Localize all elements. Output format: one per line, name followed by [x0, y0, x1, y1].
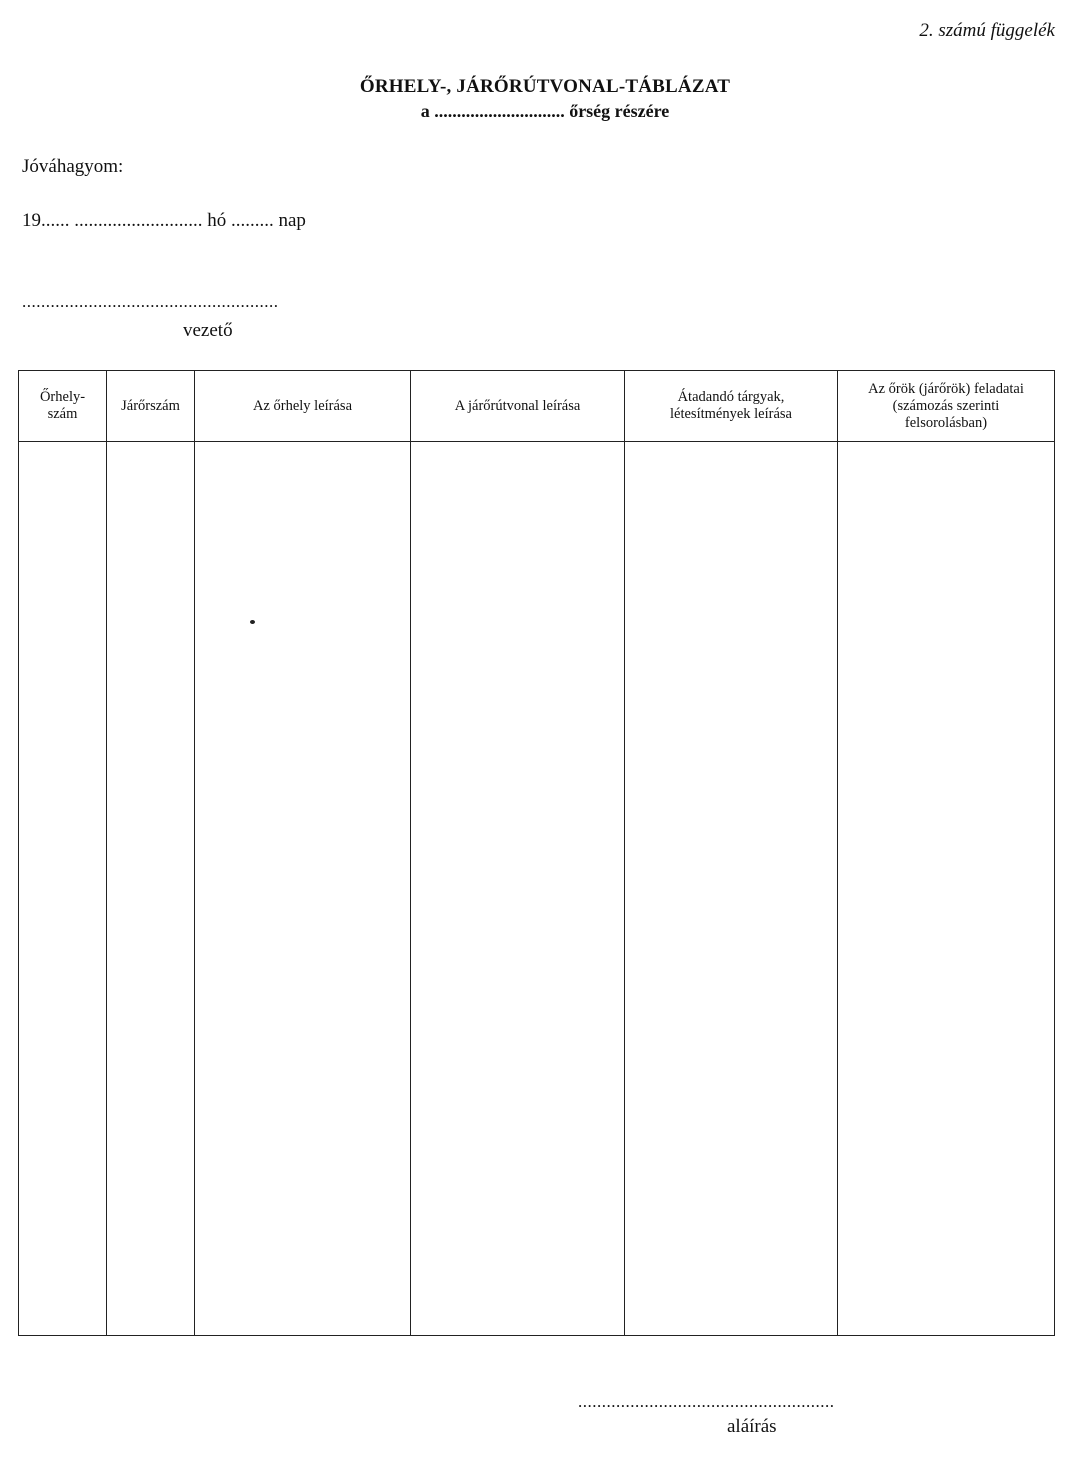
column-header-line: Őrhely-: [39, 389, 86, 405]
leader-signature-line: ......................................................: [22, 292, 279, 311]
table-cell-guard-duties[interactable]: [838, 442, 1055, 1336]
approval-label: Jóváhagyom:: [22, 156, 124, 177]
column-header-line: Járőrszám: [121, 397, 180, 414]
table-body-row: [19, 442, 1055, 1336]
table-cell-route-description[interactable]: [411, 442, 625, 1336]
table-header-row: [19, 371, 1055, 442]
footer-signature-line: ......................................................: [578, 1392, 835, 1411]
table-cell-patrol-number[interactable]: [107, 442, 195, 1336]
leader-label: vezető: [183, 320, 233, 341]
appendix-label: 2. számú függelék: [919, 20, 1055, 41]
column-header-line: Átadandó tárgyak,: [677, 389, 785, 405]
column-header-line: szám: [47, 406, 78, 422]
post-route-table: [18, 370, 1055, 1336]
column-header-line: A járőrútvonal leírása: [454, 397, 581, 414]
column-header-post-number: [19, 371, 107, 442]
document-title: ŐRHELY-, JÁRŐRÚTVONAL-TÁBLÁZAT: [359, 76, 731, 97]
table-cell-post-description[interactable]: [195, 442, 411, 1336]
footer-signature-label: aláírás: [727, 1416, 777, 1437]
column-header-items-description: [625, 371, 838, 442]
column-header-line: felsorolásban): [904, 414, 988, 431]
table-cell-post-number[interactable]: [19, 442, 107, 1336]
date-line: 19...... ........................... hó ......... nap: [22, 210, 306, 231]
column-header-line: Az őrök (járőrök) feladatai: [868, 380, 1024, 397]
column-header-line: (számozás szerinti: [892, 397, 1000, 414]
column-header-line: Az őrhely leírása: [252, 397, 353, 414]
column-header-line: létesítmények leírása: [670, 406, 792, 422]
column-header-post-description: [195, 371, 411, 442]
column-header-route-description: [411, 371, 625, 442]
column-header-patrol-number: [107, 371, 195, 442]
table-cell-items-description[interactable]: [625, 442, 838, 1336]
column-header-guard-duties: [838, 371, 1055, 442]
scan-speck: [250, 620, 255, 624]
document-subtitle: a ............................. őrség részére: [420, 101, 670, 121]
